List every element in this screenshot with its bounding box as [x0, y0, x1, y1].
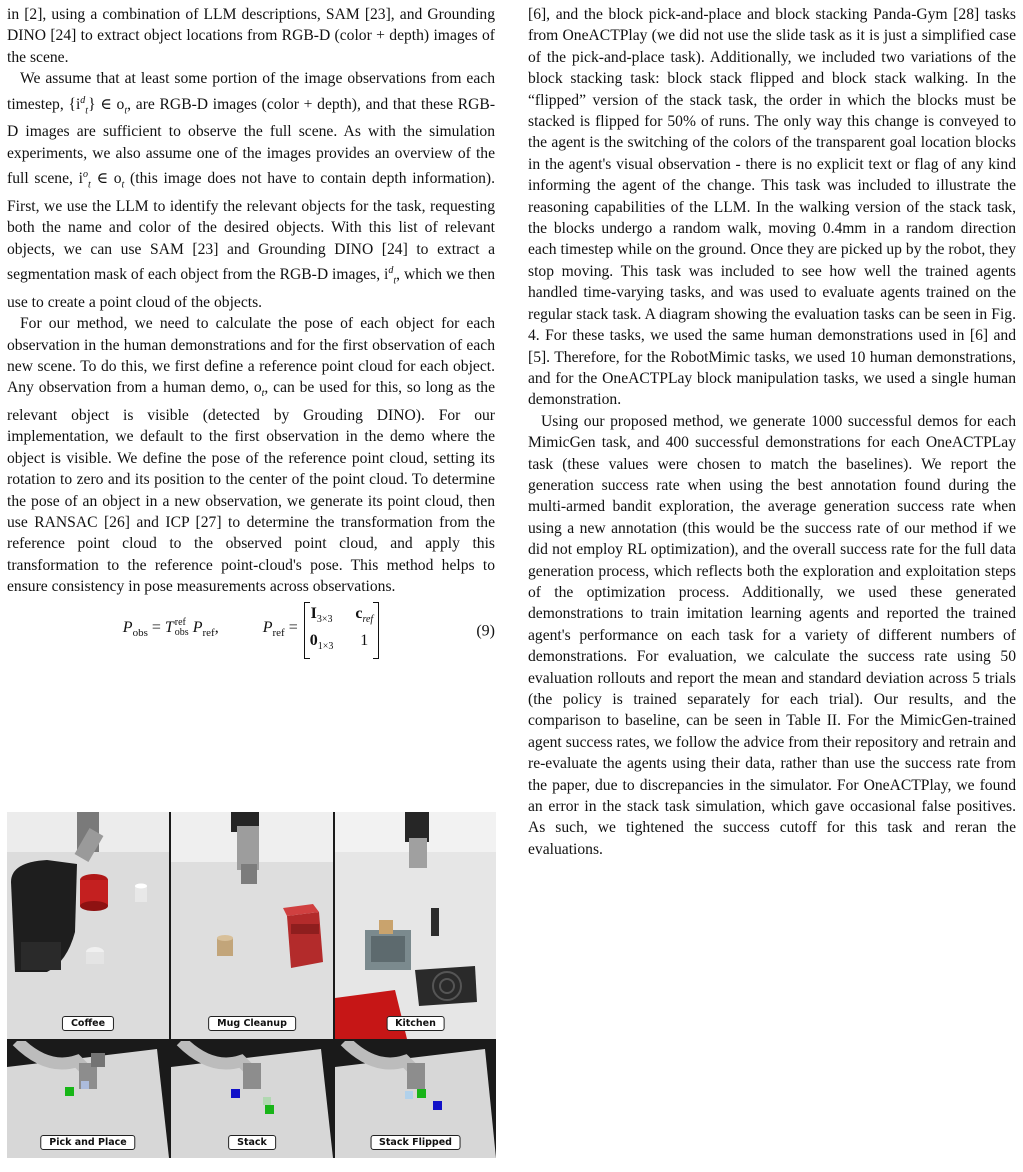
- coffee-scene: [7, 812, 169, 1039]
- figure-label: Stack Flipped: [370, 1135, 461, 1150]
- paragraph: Using our proposed method, we generate 1000 successful demos for each MimicGen task, and 400 successful demonstrations for each OneACTPLay task (these values were chosen to match the baselines). We report the generation success rate when using the best annotation found during the multi-armed bandit exploration, the average generation success rate when using a new annotation (this would be the success rate of our method if we did not employ RL optimization), and the overall success rate for the full data generation process, which reflects both the exploration and exploitation steps of the optimization process. Additionally, we used these generated demonstrations to train imitation learning agents and reported the trained agent's performance on each task for a variety of different numbers of demonstrations. For evaluation, we calculate the success rate using 50 evaluation rollouts and report the mean and standard deviation across 5 trials (the policy is trained separately for each trial). Our results, and the comparison to baseline, can be seen in Table II. For the MimicGen-trained agent success rates, we follow the advice from their repository and retrain and re-evaluate the agents using their data, rather than use the success rate from the paper, due to discrepancies in the simulator. For OneACTPlay, we found an error in the stack task simulation, which gave occasional false positives. As such, we tightened the success cutoff for this task and reran the evaluations.: [528, 412, 1016, 858]
- paragraph: in [2], using a combination of LLM descriptions, SAM [23], and Grounding DINO [24] to extract object locations from RGB-D (color + depth) images of the scene.: [7, 6, 495, 66]
- figure-panel-kitchen: [335, 812, 496, 1039]
- figure-label: Mug Cleanup: [208, 1016, 296, 1031]
- paragraph: We assume that at least some portion of the image observations from each timestep, $\{i^d_t\}$ ∈ $o_t$, are RGB-D images (color + depth), and that these RGB-D images are sufficient to observe the full scene. As with the simulation experiments, we also assume one of the images provides an overview of the full scene, $i^o_t$ ∈ $o_t$ (this image does not have to contain depth information). First, we use the LLM to identify the relevant objects for the task, requesting both the name and color of the desired objects. With this list of relevant objects, we can use SAM [23] and Grounding DINO [24] to extract a segmentation mask of each object from the RGB-D images, $i^d_t$, which we then use to create a point cloud of the objects.: [7, 70, 496, 311]
- mug-cleanup-scene: [171, 812, 333, 1039]
- figure-panel-pick-and-place: [7, 1041, 169, 1158]
- figure-panel-mug-cleanup: [171, 812, 333, 1039]
- kitchen-scene: [335, 812, 496, 1039]
- figure-panel-stack-flipped: [335, 1041, 496, 1158]
- equation: $P_{obs} = T$ ref obs $P_{ref}$, $P_{ref}$ = $I_{3\times 3}$ $c_{ref}$ $0_{1\times 3}$ 1 (9): [7, 604, 495, 658]
- figure-panel-coffee: [7, 812, 169, 1039]
- figure-panel-stack: [171, 1041, 333, 1158]
- paragraph: [6], and the block pick-and-place and block stacking Panda-Gym [28] tasks from OneACTPlay (we did not use the slide task as it is just a simplified case of the pick-and-place task). Additionally, we included two variations of the block stacking task: block stack flipped and block stack walking. In the “flipped” version of the stack task, the order in which the blocks must be stacked is flipped for 50% of runs. The only way this change is conveyed to the agent is the switching of the colors of the transparent goal location blocks in the agent's visual observation - there is no explicit text or flag of any kind informing the agent of the change. This task was included to illustrate the reasoning capabilities of the LLM. In the walking version of the stack task, the blocks undergo a random walk, moving 0.4mm in a random direction each timestep while on the ground. Once they are picked up by the robot, they stop moving. This task was included to see how well the trained agents handled time-varying tasks, and was used to evaluate agents trained on the regular stack task. A diagram showing the evaluation tasks can be seen in Fig. 4. For these tasks, we used the same human demonstrations used in [6] and [5]. Therefore, for the RobotMimic tasks, we used 10 human demonstrations, and for the OneACTPLay block manipulation tasks, we used a single human demonstration.: [528, 6, 1016, 409]
- figure-label: Coffee: [62, 1016, 114, 1031]
- right-column: [528, 4, 1016, 860]
- figure-label: Pick and Place: [40, 1135, 135, 1150]
- paragraph: For our method, we need to calculate the pose of each object for each observation in the human demonstrations and for the first observation of each new scene. To do this, we first define a reference point cloud for each object. Any observation from a human demo, $o_t$, can be used for this, so long as the relevant object is visible (detected by Grouding DINO). For our implementation, we default to the first observation in the demo where the object is visible. We define the pose of the reference point cloud, setting its rotation to zero and its position to the center of the point cloud. To determine the pose of an object in a new observation, we generate its point cloud, then use RANSAC [26] and ICP [27] to determine the transformation from the reference point cloud to the observed point cloud, and apply this transformation to the reference point-cloud's pose. This method helps to ensure consistency in pose measurements across observations.: [7, 315, 496, 596]
- figure-label: Kitchen: [386, 1016, 445, 1031]
- equation-number: (9): [476, 621, 495, 639]
- figure-label: Stack: [228, 1135, 276, 1150]
- task-figure: [7, 812, 496, 1158]
- left-column: [7, 4, 495, 658]
